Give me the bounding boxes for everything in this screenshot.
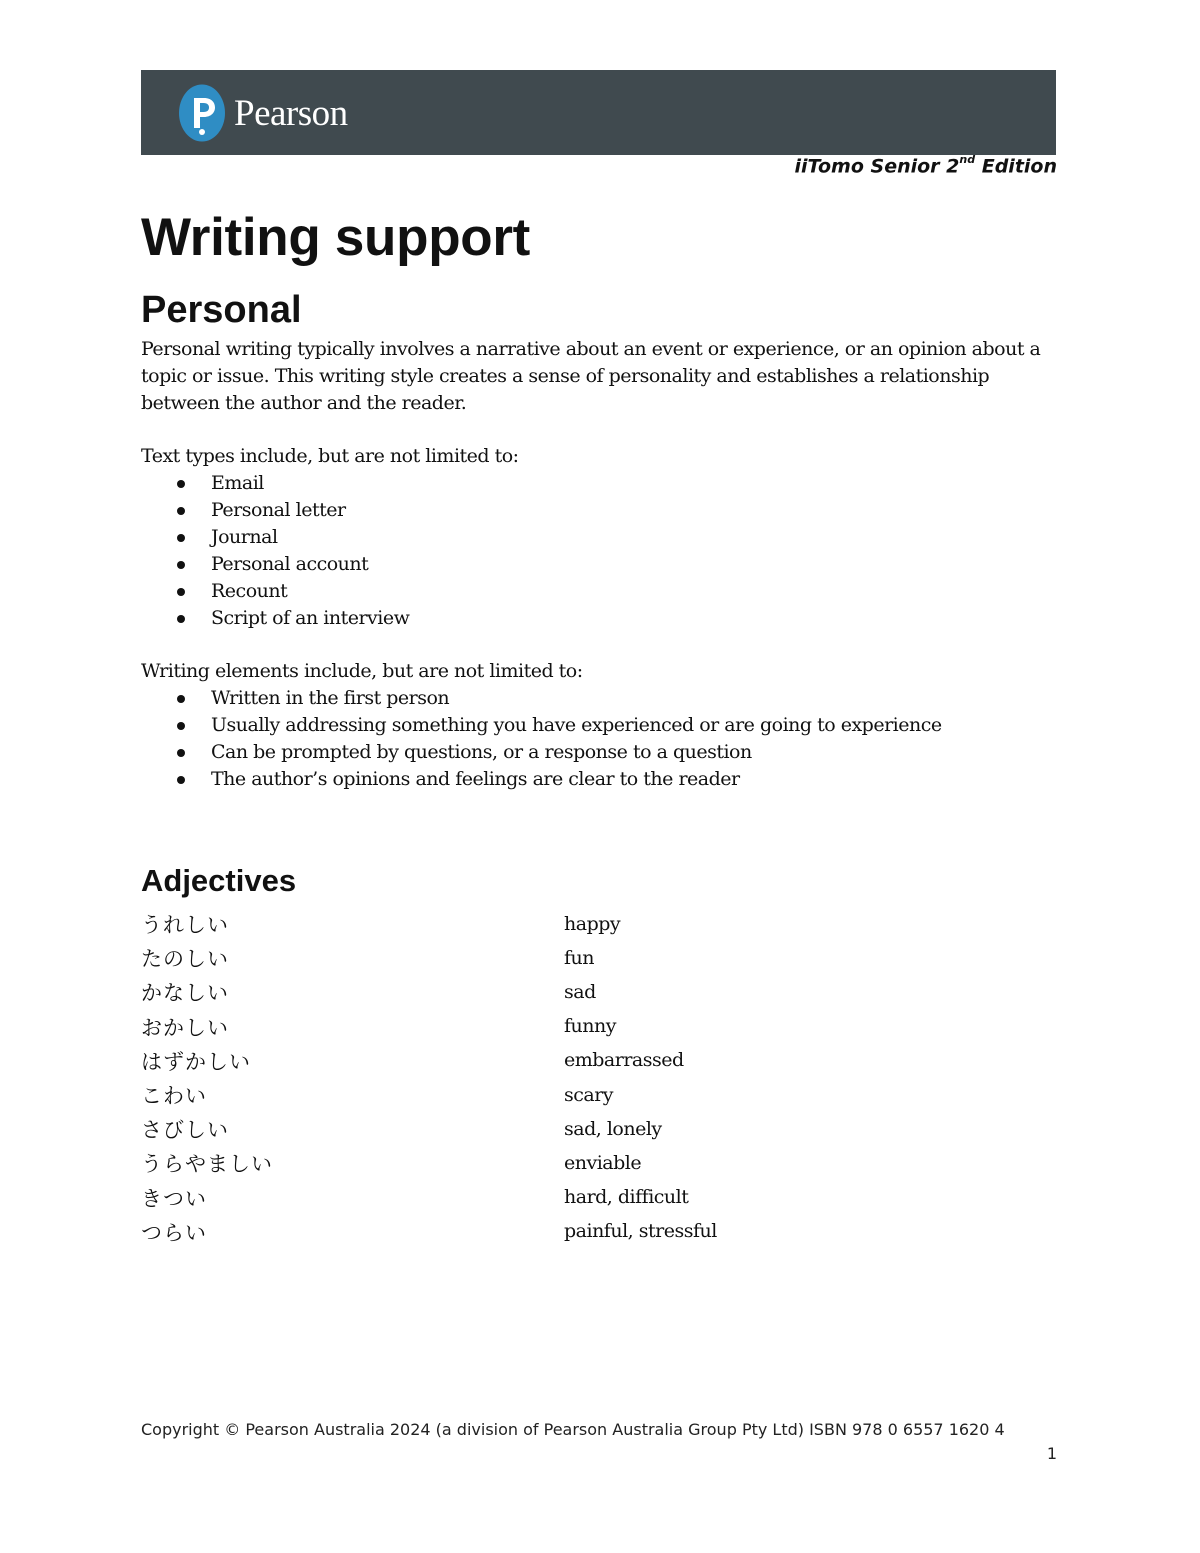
page-number: 1 [1046,1444,1057,1463]
list-item: Personal letter [141,497,1061,524]
adjective-japanese: かなしい [141,981,229,1006]
edition-label [794,153,1057,178]
adjective-english: hard, difficult [564,1186,689,1209]
adjective-row [141,1078,1061,1112]
brand-name: Pearson [234,92,348,134]
adjective-japanese: はずかしい [141,1049,251,1074]
text-types-lead: Text types include, but are not limited to: [141,445,519,467]
edition-superscript: nd [959,153,976,166]
page-footer [141,1418,1061,1463]
pearson-logo [179,83,348,143]
list-item: Personal account [141,551,1061,578]
adjective-row [141,941,1061,975]
adjective-english: enviable [564,1151,642,1174]
list-item: Recount [141,578,1061,605]
adjective-english: fun [564,946,595,969]
adjective-japanese: たのしい [141,947,229,972]
adjective-english: scary [564,1083,614,1106]
adjectives-heading: Adjectives [141,863,297,898]
adjective-english: painful, stressful [564,1220,717,1243]
adjective-row [141,975,1061,1009]
list-item: Journal [141,524,1061,551]
adjective-row [141,1146,1061,1180]
adjective-row [141,1044,1061,1078]
page-title: Writing support [141,208,531,267]
section-heading: Personal [141,289,302,331]
list-item: Can be prompted by questions, or a response to a question [141,739,1061,766]
edition-prefix: iiTomo Senior 2 [794,155,960,178]
adjective-japanese: きつい [141,1186,207,1211]
list-item: Written in the first person [141,685,1061,712]
adjective-row [141,1010,1061,1044]
adjective-japanese: おかしい [141,1015,229,1040]
elements-lead: Writing elements include, but are not limited to: [141,660,583,682]
adjective-english: funny [564,1015,616,1038]
intro-paragraph: Personal writing typically involves a narrative about an event or experience, or an opinion about a topic or issue. This writing style creates a sense of personality and establishes a relationship between the author and the reader. [141,338,1041,414]
adjective-row [141,1112,1061,1146]
elements-list [141,685,1061,793]
adjective-row [141,1181,1061,1215]
adjective-japanese: つらい [141,1220,207,1245]
adjective-row [141,907,1061,941]
adjective-japanese: うれしい [141,913,229,938]
pearson-p-logo-icon [179,84,225,142]
list-item: The author’s opinions and feelings are clear to the reader [141,766,1061,793]
adjective-english: sad, lonely [564,1117,662,1140]
list-item: Usually addressing something you have experienced or are going to experience [141,712,1061,739]
adjective-row [141,1215,1061,1249]
list-item: Script of an interview [141,605,1061,632]
adjective-japanese: こわい [141,1084,207,1109]
adjective-japanese: さびしい [141,1118,229,1143]
adjective-english: happy [564,912,621,935]
text-types-list [141,470,1061,632]
header-banner [141,70,1056,155]
list-item: Email [141,470,1061,497]
edition-suffix: Edition [975,155,1057,178]
main-content [141,206,1061,1249]
adjectives-table [141,907,1061,1249]
copyright-notice: Copyright © Pearson Australia 2024 (a division of Pearson Australia Group Pty Ltd) ISBN 978 0 6557 1620 4 [141,1420,1005,1439]
adjective-english: sad [564,980,596,1003]
adjective-english: embarrassed [564,1049,684,1072]
adjective-japanese: うらやましい [141,1152,273,1177]
